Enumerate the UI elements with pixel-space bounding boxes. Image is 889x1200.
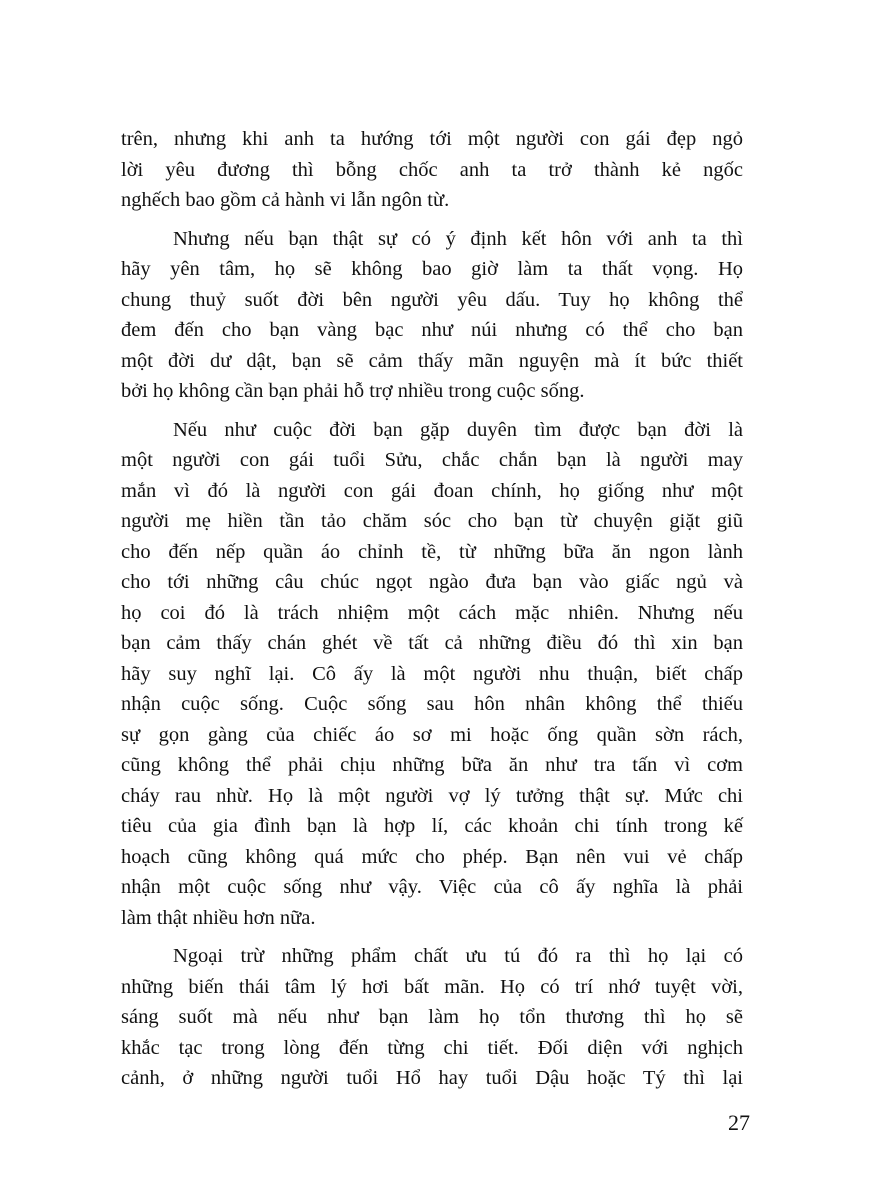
text-line: người mẹ hiền tần tảo chăm sóc cho bạn từ chuyện giặt giũ [121, 510, 743, 532]
text-line: hãy yên tâm, họ sẽ không bao giờ làm ta thất vọng. Họ [121, 258, 743, 280]
text-line: đem đến cho bạn vàng bạc như núi nhưng có thể cho bạn [121, 319, 743, 341]
text-line: cảnh, ở những người tuổi Hổ hay tuổi Dậu hoặc Tý thì lại [121, 1067, 743, 1089]
paragraph [121, 415, 743, 934]
text-line: một người con gái tuổi Sửu, chắc chắn bạn là người may [121, 449, 743, 471]
text-line: trên, nhưng khi anh ta hướng tới một người con gái đẹp ngỏ [121, 128, 743, 150]
text-line: hãy suy nghĩ lại. Cô ấy là một người nhu thuận, biết chấp [121, 662, 743, 685]
text-line: khắc tạc trong lòng đến từng chi tiết. Đối diện với nghịch [121, 1036, 743, 1059]
text-line: một đời dư dật, bạn sẽ cảm thấy mãn nguyện mà ít bức thiết [121, 349, 743, 372]
text-line: cũng không thể phải chịu những bữa ăn như tra tấn vì cơm [121, 754, 743, 776]
text-line: nhận một cuộc sống như vậy. Việc của cô ấy nghĩa là phải [121, 876, 743, 898]
text-line: cho tới những câu chúc ngọt ngào đưa bạn vào giấc ngủ và [121, 571, 743, 593]
text-line: bởi họ không cần bạn phải hỗ trợ nhiều trong cuộc sống. [121, 380, 585, 402]
text-line: sự gọn gàng của chiếc áo sơ mi hoặc ống quần sờn rách, [121, 723, 743, 746]
text-line: tiêu của gia đình bạn là hợp lí, các khoản chi tính trong kế [121, 815, 743, 837]
text-line: Nếu như cuộc đời bạn gặp duyên tìm được bạn đời là [173, 418, 743, 441]
text-line: sáng suốt mà nếu như bạn làm họ tổn thương thì họ sẽ [121, 1006, 743, 1028]
text-line: Ngoại trừ những phẩm chất ưu tú đó ra thì họ lại có [173, 945, 743, 967]
page-number: 27 [728, 1110, 750, 1135]
text-line: những biến thái tâm lý hơi bất mãn. Họ có trí nhớ tuyệt vời, [121, 975, 743, 998]
body-text [121, 124, 743, 1102]
text-line: bạn cảm thấy chán ghét về tất cả những điều đó thì xin bạn [121, 632, 743, 654]
text-line: nhận cuộc sống. Cuộc sống sau hôn nhân không thể thiếu [121, 693, 743, 715]
text-line: họ coi đó là trách nhiệm một cách mặc nhiên. Nhưng nếu [121, 601, 743, 624]
text-line: nghếch bao gồm cả hành vi lẫn ngôn từ. [121, 189, 450, 211]
text-line: Nhưng nếu bạn thật sự có ý định kết hôn với anh ta thì [173, 227, 743, 250]
text-line: cháy rau nhừ. Họ là một người vợ lý tưởng thật sự. Mức chi [121, 784, 743, 807]
paragraph [121, 224, 743, 407]
text-line: lời yêu đương thì bỗng chốc anh ta trở thành kẻ ngốc [121, 158, 743, 181]
paragraph [121, 124, 743, 216]
text-line: mắn vì đó là người con gái đoan chính, họ giống như một [121, 479, 743, 502]
text-line: chung thuỷ suốt đời bên người yêu dấu. Tuy họ không thể [121, 288, 743, 311]
text-line: cho đến nếp quần áo chỉnh tề, từ những bữa ăn ngon lành [121, 540, 743, 563]
paragraph [121, 941, 743, 1094]
text-line: hoạch cũng không quá mức cho phép. Bạn nên vui vẻ chấp [121, 845, 743, 868]
text-line: làm thật nhiều hơn nữa. [121, 906, 316, 929]
